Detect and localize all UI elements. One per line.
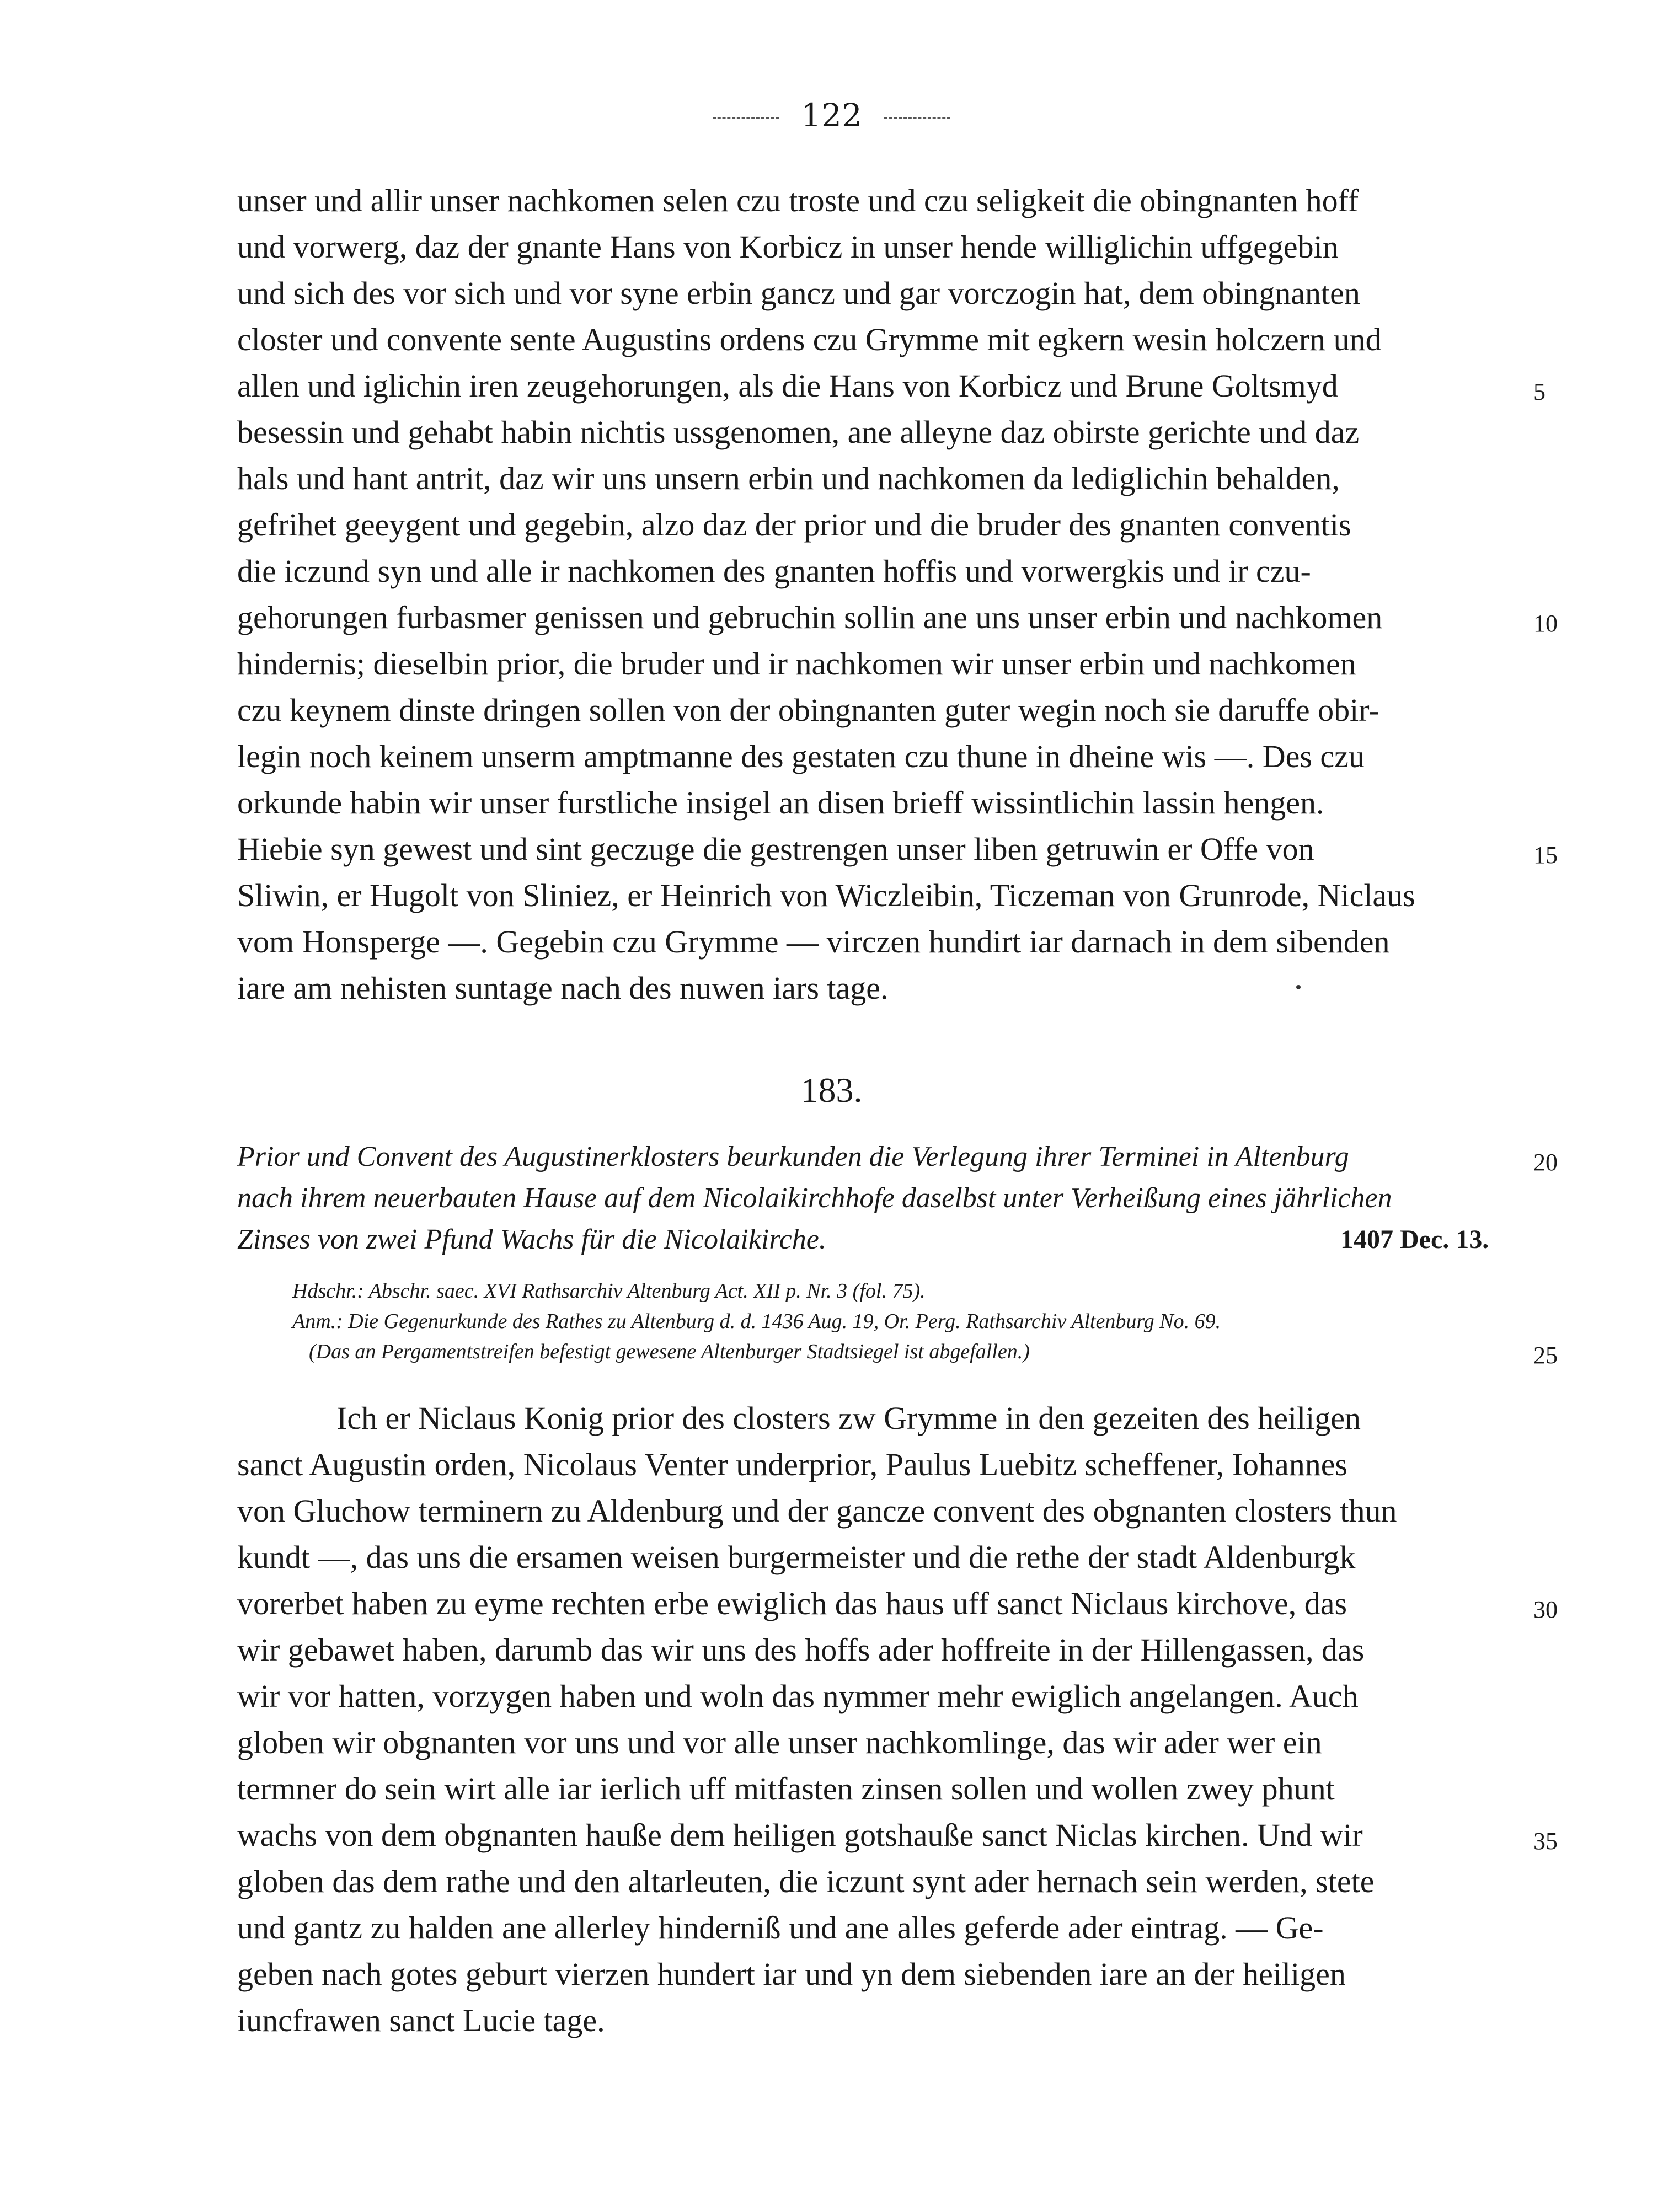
text-line: orkunde habin wir unser furstliche insigel an disen brieff wissintlichin lassin hengen. bbox=[237, 785, 1324, 821]
text-line: vom Honsperge —. Gegebin czu Grymme — virczen hundirt iar darnach in dem sibenden bbox=[237, 924, 1390, 960]
document-date: 1407 Dec. 13. bbox=[1340, 1225, 1489, 1254]
header-rule-left bbox=[713, 117, 779, 119]
text-line: gehorungen furbasmer genissen und gebruchin sollin ane uns unser erbin und nachkomen bbox=[237, 599, 1383, 635]
text-line: unser und allir unser nachkomen selen czu troste und czu seligkeit die obingnanten hoff bbox=[237, 183, 1359, 218]
regest-line: Prior und Convent des Augustinerklosters beurkunden die Verlegung ihrer Terminei in Altenburg bbox=[237, 1141, 1349, 1172]
text-line: wachs von dem obgnanten hauße dem heiligen gotshauße sanct Niclas kirchen. Und wir bbox=[237, 1817, 1363, 1853]
line-number: 30 bbox=[1533, 1596, 1558, 1623]
text-line: Hiebie syn gewest und sint geczuge die gestrengen unser liben getruwin er Offe von bbox=[237, 831, 1314, 867]
annotation-note: Anm.: Die Gegenurkunde des Rathes zu Altenburg d. d. 1436 Aug. 19, Or. Perg. Rathsarchiv Altenburg No. 69. bbox=[292, 1310, 1221, 1333]
line-number: 5 bbox=[1533, 378, 1546, 405]
page-number: 122 bbox=[801, 97, 862, 134]
text-line: vorerbet haben zu eyme rechten erbe ewiglich das haus uff sanct Niclaus kirchove, das bbox=[237, 1586, 1347, 1621]
line-number: 35 bbox=[1533, 1828, 1558, 1855]
text-line: czu keynem dinste dringen sollen von der obingnanten guter wegin noch sie daruffe obir- bbox=[237, 692, 1379, 728]
text-line: allen und iglichin iren zeugehorungen, als die Hans von Korbicz und Brune Goltsmyd bbox=[237, 368, 1338, 404]
text-line: wir gebawet haben, darumb das wir uns des hoffs ader hoffreite in der Hillengassen, das bbox=[237, 1632, 1365, 1668]
text-line: globen wir obgnanten vor uns und vor alle unser nachkomlinge, das wir ader wer ein bbox=[237, 1724, 1322, 1760]
text-line: iare am nehisten suntage nach des nuwen iars tage. bbox=[237, 970, 889, 1006]
text-line: sanct Augustin orden, Nicolaus Venter underprior, Paulus Luebitz scheffener, Iohannes bbox=[237, 1447, 1348, 1482]
header-rule-right bbox=[884, 117, 950, 119]
text-line: legin noch keinem unserm amptmanne des gestaten czu thune in dheine wis —. Des czu bbox=[237, 738, 1365, 774]
text-line: gefrihet geeygent und gegebin, alzo daz der prior und die bruder des gnanten conventis bbox=[237, 507, 1351, 543]
text-line: und gantz zu halden ane allerley hinderniß und ane alles geferde ader eintrag. — Ge- bbox=[237, 1910, 1324, 1946]
regest-line: Zinses von zwei Pfund Wachs für die Nicolaikirche. bbox=[237, 1224, 826, 1255]
text-line: closter und convente sente Augustins ordens czu Grymme mit egkern wesin holczern und bbox=[237, 322, 1382, 357]
document-number: 183. bbox=[800, 1070, 863, 1110]
text-line: termner do sein wirt alle iar ierlich uff mitfasten zinsen sollen und wollen zwey phunt bbox=[237, 1771, 1335, 1807]
text-line: und sich des vor sich und vor syne erbin gancz und gar vorczogin hat, dem obingnanten bbox=[237, 275, 1360, 311]
text-line: von Gluchow terminern zu Aldenburg und der gancze convent des obgnanten closters thun bbox=[237, 1493, 1397, 1529]
line-number: 10 bbox=[1533, 610, 1558, 637]
source-note: Hdschr.: Abschr. saec. XVI Rathsarchiv Altenburg Act. XII p. Nr. 3 (fol. 75). bbox=[292, 1279, 926, 1303]
text-line: iuncfrawen sanct Lucie tage. bbox=[237, 2002, 605, 2038]
ink-speck bbox=[1296, 985, 1301, 989]
regest-line: nach ihrem neuerbauten Hause auf dem Nicolaikirchhofe daselbst unter Verheißung eines jährlichen bbox=[237, 1182, 1392, 1214]
text-line: Ich er Niclaus Konig prior des closters zw Grymme in den gezeiten des heiligen bbox=[336, 1400, 1361, 1436]
text-line: kundt —, das uns die ersamen weisen burgermeister und die rethe der stadt Aldenburgk bbox=[237, 1539, 1356, 1575]
text-line: hals und hant antrit, daz wir uns unsern erbin und nachkomen da lediglichin behalden, bbox=[237, 460, 1340, 496]
text-line: und vorwerg, daz der gnante Hans von Korbicz in unser hende williglichin uffgegebin bbox=[237, 229, 1339, 265]
text-line: geben nach gotes geburt vierzen hundert iar und yn dem siebenden iare an der heiligen bbox=[237, 1956, 1346, 1992]
text-line: besessin und gehabt habin nichtis ussgenomen, ane alleyne daz obirste gerichte und daz bbox=[237, 414, 1360, 450]
text-line: hindernis; dieselbin prior, die bruder und ir nachkomen wir unser erbin und nachkomen bbox=[237, 646, 1356, 682]
page-header bbox=[0, 97, 1663, 134]
line-number: 20 bbox=[1533, 1149, 1558, 1176]
annotation-note: (Das an Pergamentstreifen befestigt gewesene Altenburger Stadtsiegel ist abgefallen.) bbox=[309, 1340, 1030, 1363]
line-number: 25 bbox=[1533, 1342, 1558, 1369]
text-line: Sliwin, er Hugolt von Sliniez, er Heinrich von Wiczleibin, Ticzeman von Grunrode, Niclaus bbox=[237, 877, 1415, 913]
text-line: wir vor hatten, vorzygen haben und woln das nymmer mehr ewiglich angelangen. Auch bbox=[237, 1678, 1359, 1714]
text-line: globen das dem rathe und den altarleuten, die iczunt synt ader hernach sein werden, stete bbox=[237, 1863, 1375, 1899]
text-line: die iczund syn und alle ir nachkomen des gnanten hoffis und vorwergkis und ir czu- bbox=[237, 553, 1311, 589]
line-number: 15 bbox=[1533, 842, 1558, 869]
